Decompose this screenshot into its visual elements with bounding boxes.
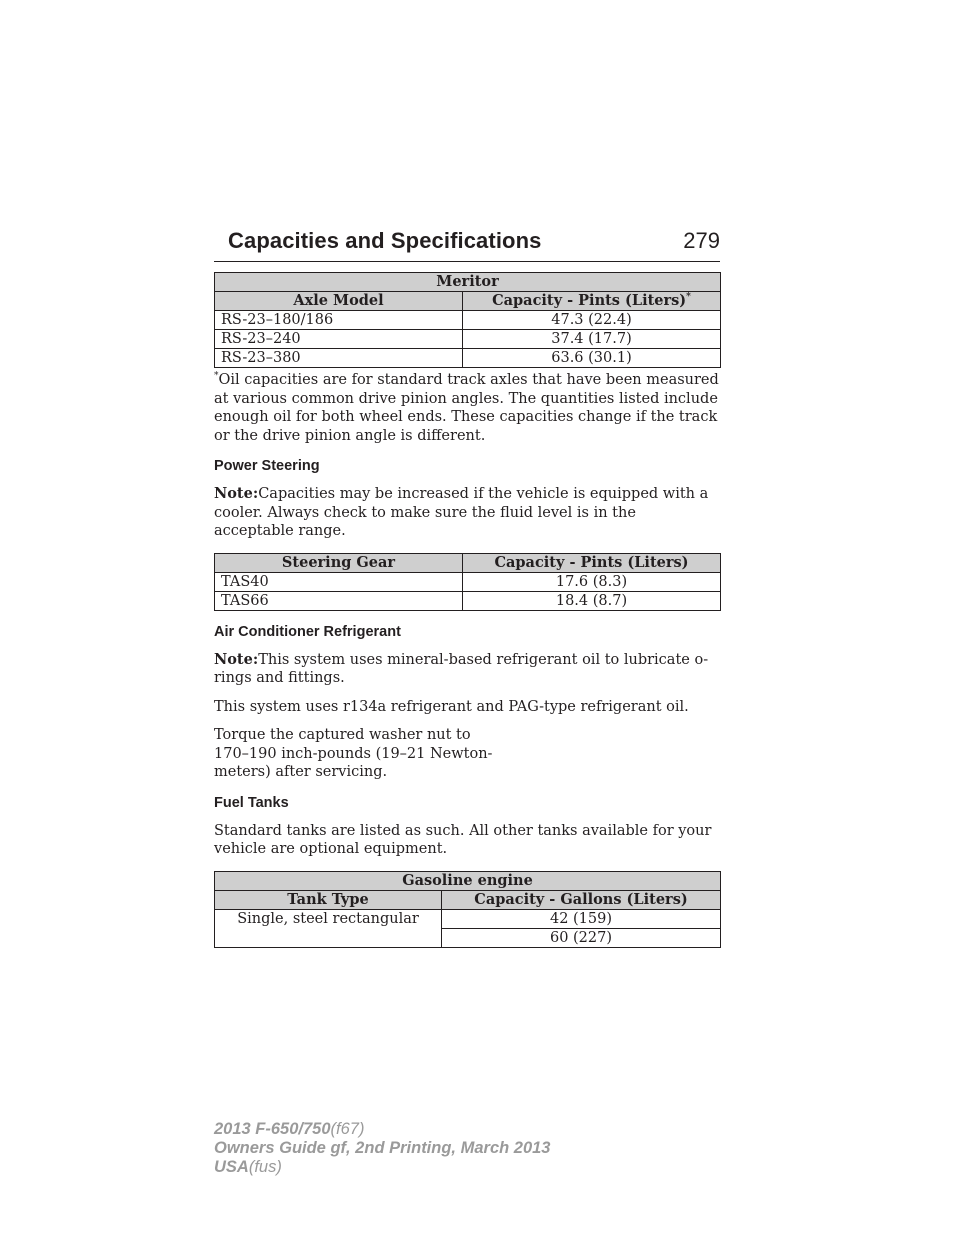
table-row [215,909,721,928]
capacity-cell: 63.6 (30.1) [463,349,721,368]
steering-gear-cell: TAS40 [215,572,463,591]
note-paragraph: Note:Capacities may be increased if the vehicle is equipped with a cooler. Always check to make sure the fluid level is in the acceptable range. [214,485,709,539]
steering-gear-cell: TAS66 [215,591,463,610]
capacity-cell: 60 (227) [442,928,721,947]
column-header: Capacity - Gallons (Liters) [442,890,721,909]
tank-type-cell: Single, steel rectangular [215,909,442,947]
axle-model-cell: RS-23–380 [215,349,463,368]
page-number: 279 [683,228,720,253]
body-paragraph: Torque the captured washer nut to 170–190 inch-pounds (19–21 Newton-meters) after servicing. [214,727,493,780]
footer-line: USA(fus) [214,1158,282,1176]
page-content [214,272,720,948]
body-paragraph: Standard tanks are listed as such. All other tanks available for your vehicle are optional equipment. [214,822,712,857]
note-paragraph: Note:This system uses mineral-based refrigerant oil to lubricate o-rings and fittings. [214,650,709,686]
column-header: Capacity - Pints (Liters) [463,553,721,572]
column-header: Axle Model [215,292,463,311]
meritor-axle-table [214,272,721,368]
footnote-marker: * [214,371,219,382]
table-row [215,349,721,368]
fuel-tank-table [214,871,721,948]
capacity-cell: 37.4 (17.7) [463,330,721,349]
table-group-header: Gasoline engine [215,871,721,890]
section-heading: Power Steering [214,458,320,474]
page-footer [214,1120,551,1177]
section-heading: Air Conditioner Refrigerant [214,623,401,640]
axle-model-cell: RS-23–180/186 [215,311,463,330]
capacity-cell: 42 (159) [442,909,721,928]
table-row [215,572,721,591]
footer-line: 2013 F-650/750(f67) [214,1120,365,1138]
capacity-cell: 47.3 (22.4) [463,311,721,330]
axle-model-cell: RS-23–240 [215,330,463,349]
table-row [215,591,721,610]
column-header: Tank Type [215,890,442,909]
header-divider [214,261,720,262]
capacity-cell: 17.6 (8.3) [463,572,721,591]
footer-line: Owners Guide gf, 2nd Printing, March 2013 [214,1139,551,1157]
column-header: Capacity - Pints (Liters)* [463,292,721,311]
page-header [214,228,720,264]
table-group-header: Meritor [215,273,721,292]
table-row [215,311,721,330]
table-row [215,330,721,349]
body-paragraph: This system uses r134a refrigerant and PAG-type refrigerant oil. [214,698,689,715]
column-header: Steering Gear [215,553,463,572]
section-heading: Fuel Tanks [214,794,289,811]
footnote: *Oil capacities are for standard track axles that have been measured at various common drive pinion angles. The quantities listed include enough oil for both wheel ends. These capacities change if the track or the drive pinion angle is different. [214,371,719,444]
capacity-cell: 18.4 (8.7) [463,591,721,610]
steering-gear-table [214,553,721,611]
section-title: Capacities and Specifications [228,228,542,253]
footnote-marker: * [686,292,691,303]
